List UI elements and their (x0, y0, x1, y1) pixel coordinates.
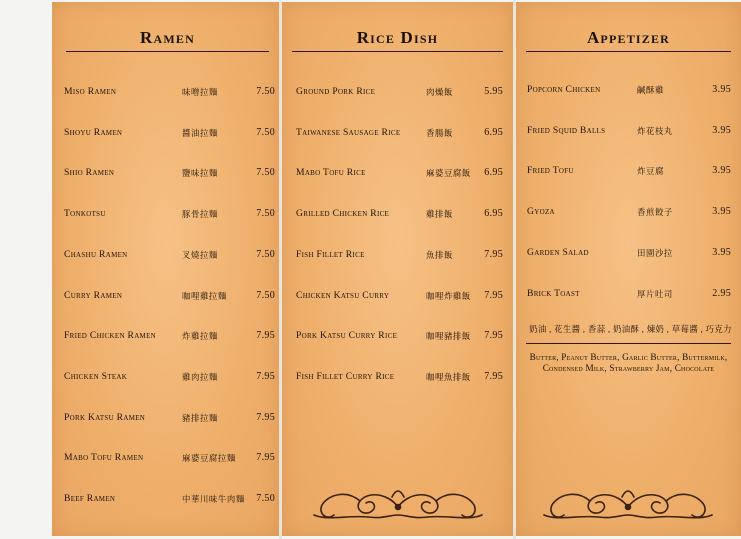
item-name: Shio Ramen (64, 167, 115, 179)
menu-item-row (516, 288, 741, 304)
item-chinese-name: 咖哩雞拉麵 (182, 291, 227, 301)
item-name: Garden Salad (527, 246, 589, 258)
item-chinese-name: 咖哩炸雞飯 (426, 291, 471, 301)
item-chinese-name: 香煎餃子 (637, 208, 673, 218)
menu-item-row (282, 86, 513, 102)
item-name: Mabo Tofu Rice (296, 167, 366, 179)
item-price: 7.95 (484, 289, 503, 301)
item-price: 6.95 (484, 126, 503, 138)
appetizer-heading: Appetizer (526, 28, 731, 52)
item-name: Fish Fillet Curry Rice (296, 370, 395, 382)
item-chinese-name: 肉燥飯 (426, 88, 453, 97)
item-name: Shoyu Ramen (64, 126, 123, 138)
menu-item-row (52, 412, 279, 428)
item-chinese-name: 炸花枝丸 (637, 126, 673, 136)
rice-dish-heading: Rice Dish (292, 28, 503, 52)
item-price: 7.95 (256, 452, 275, 464)
menu-item-row (52, 452, 279, 468)
menu-item-row (52, 208, 279, 224)
item-price: 7.50 (256, 126, 275, 138)
item-chinese-name: 香腸飯 (426, 128, 453, 138)
menu-item-row (52, 493, 279, 509)
menu-item-row (52, 371, 279, 387)
item-name: Fried Tofu (527, 165, 574, 177)
toppings-english: Butter, Peanut Butter, Garlic Butter, Buttermilk, Condensed Milk, Strawberry Jam, Chocolate (529, 352, 728, 373)
ramen-heading: Ramen (66, 28, 269, 52)
item-chinese-name: 中華川味牛肉麵 (182, 495, 245, 504)
item-name: Curry Ramen (64, 289, 123, 301)
item-price: 3.95 (712, 246, 731, 258)
item-name: Miso Ramen (64, 86, 117, 97)
menu-item-row (282, 290, 513, 306)
toppings-chinese: 奶油 , 花生醬 , 香蒜 , 奶油酥 , 煉奶 , 草莓醬 , 巧克力 (529, 325, 732, 334)
item-name: Popcorn Chicken (527, 84, 601, 95)
menu-item-row (282, 127, 513, 143)
rice-dish-panel (282, 2, 513, 536)
item-price: 7.50 (256, 289, 275, 301)
menu-item-row (52, 86, 279, 102)
item-name: Chicken Steak (64, 370, 128, 382)
menu-item-row (282, 208, 513, 224)
item-price: 7.95 (256, 370, 275, 382)
item-price: 3.95 (712, 165, 731, 177)
menu-item-row (282, 167, 513, 183)
item-name: Beef Ramen (64, 493, 116, 504)
item-chinese-name: 醬油拉麵 (182, 128, 218, 138)
item-price: 7.50 (256, 493, 275, 504)
menu-item-row (52, 330, 279, 346)
item-price: 3.95 (712, 206, 731, 218)
item-price: 6.95 (484, 208, 503, 220)
menu-item-row (282, 249, 513, 265)
item-price: 7.50 (256, 167, 275, 179)
item-chinese-name: 雞肉拉麵 (182, 372, 218, 382)
item-price: 3.95 (712, 124, 731, 136)
item-price: 2.95 (712, 287, 731, 299)
item-chinese-name: 魚排飯 (426, 250, 453, 260)
item-name: Gyoza (527, 206, 555, 218)
item-chinese-name: 鹽味拉麵 (182, 169, 218, 179)
ramen-panel (52, 2, 279, 536)
item-price: 7.50 (256, 208, 275, 220)
menu-item-row (516, 84, 741, 100)
menu-item-row (52, 290, 279, 306)
item-chinese-name: 鹹酥雞 (637, 86, 664, 95)
menu-item-row (516, 165, 741, 181)
item-name: Mabo Tofu Ramen (64, 452, 144, 464)
scroll-ornament-icon (308, 485, 488, 525)
item-price: 7.95 (484, 248, 503, 260)
item-chinese-name: 叉燒拉麵 (182, 250, 218, 260)
item-price: 7.95 (256, 411, 275, 423)
appetizer-panel (516, 2, 741, 536)
menu-item-row (282, 330, 513, 346)
item-name: Taiwanese Sausage Rice (296, 126, 401, 138)
item-chinese-name: 味噌拉麵 (182, 88, 218, 97)
menu-item-row (282, 371, 513, 387)
fold-line (279, 0, 282, 539)
item-price: 7.95 (484, 370, 503, 382)
item-price: 7.50 (256, 86, 275, 97)
item-price: 6.95 (484, 167, 503, 179)
item-chinese-name: 厚片吐司 (637, 289, 673, 299)
item-name: Fish Fillet Rice (296, 248, 365, 260)
item-chinese-name: 田園沙拉 (637, 248, 673, 258)
item-name: Pork Katsu Curry Rice (296, 330, 398, 342)
item-price: 5.95 (484, 86, 503, 97)
item-price: 7.95 (484, 330, 503, 342)
item-chinese-name: 炸雞拉麵 (182, 332, 218, 342)
fold-line (513, 0, 516, 539)
item-name: Pork Katsu Ramen (64, 411, 146, 423)
item-name: Chashu Ramen (64, 248, 128, 260)
item-name: Chicken Katsu Curry (296, 289, 390, 301)
menu-item-row (52, 127, 279, 143)
item-chinese-name: 豬排拉麵 (182, 413, 218, 423)
item-name: Tonkotsu (64, 208, 106, 220)
item-name: Ground Pork Rice (296, 86, 376, 97)
item-chinese-name: 咖哩魚排飯 (426, 372, 471, 382)
menu-item-row (516, 247, 741, 263)
item-price: 7.95 (256, 330, 275, 342)
menu-item-row (52, 249, 279, 265)
item-price: 3.95 (712, 84, 731, 95)
menu-item-row (52, 167, 279, 183)
toppings-divider (526, 343, 731, 344)
item-name: Grilled Chicken Rice (296, 208, 390, 220)
menu-item-row (516, 125, 741, 141)
item-chinese-name: 咖哩豬排飯 (426, 332, 471, 342)
item-price: 7.50 (256, 248, 275, 260)
item-chinese-name: 麻婆豆腐拉麵 (182, 454, 236, 464)
scroll-ornament-icon (538, 485, 718, 525)
menu-item-row (516, 206, 741, 222)
item-name: Brick Toast (527, 287, 580, 299)
item-chinese-name: 炸豆腐 (637, 167, 664, 177)
item-name: Fried Chicken Ramen (64, 330, 157, 342)
item-chinese-name: 豚骨拉麵 (182, 210, 218, 220)
item-name: Fried Squid Balls (527, 124, 606, 136)
item-chinese-name: 麻婆豆腐飯 (426, 169, 471, 179)
item-chinese-name: 雞排飯 (426, 210, 453, 220)
